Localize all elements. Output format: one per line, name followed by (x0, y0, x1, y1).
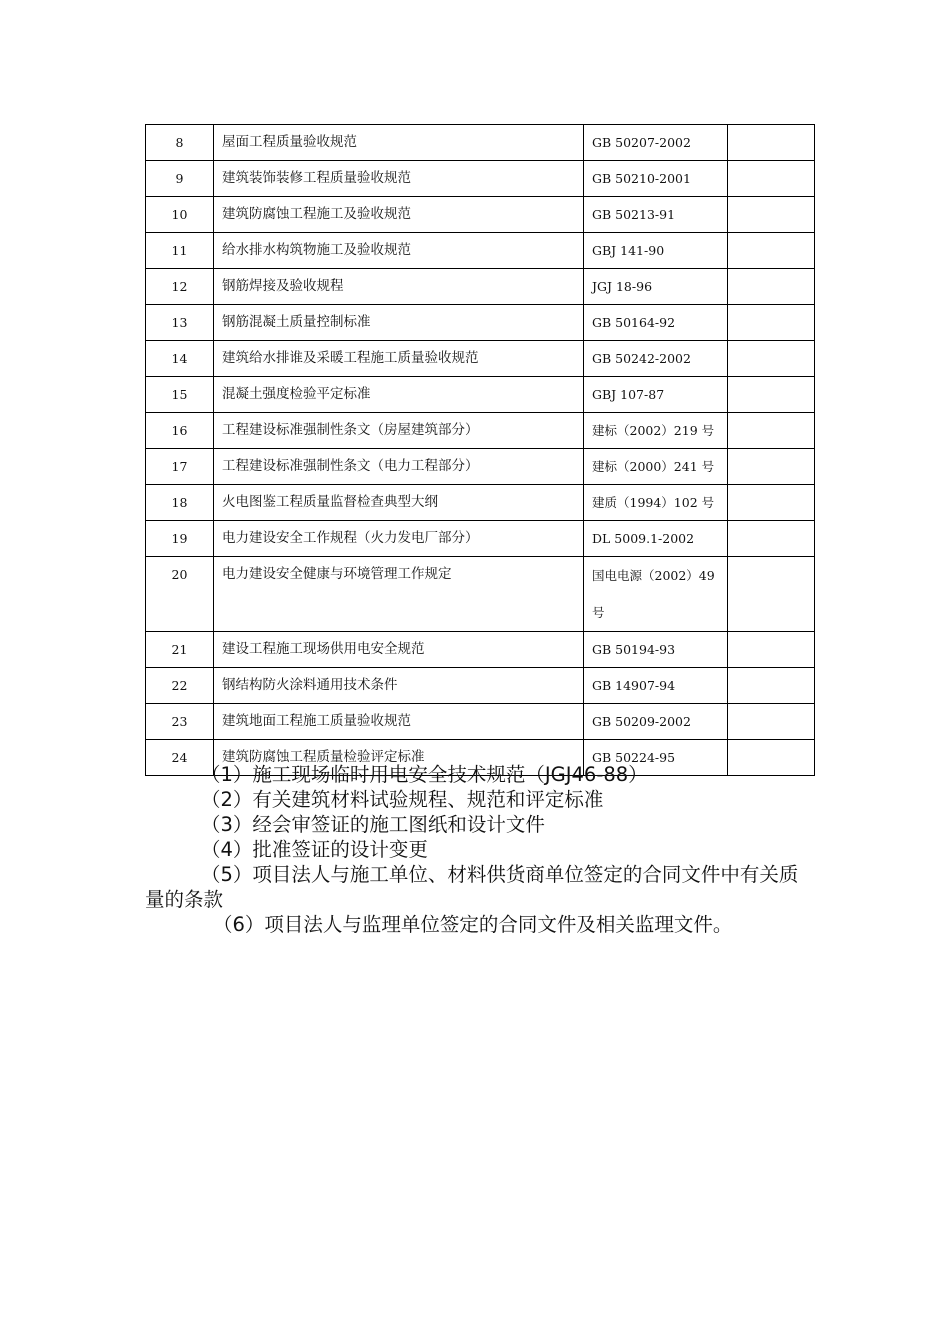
remark-cell (728, 377, 815, 413)
standard-name: 建筑防腐蚀工程施工及验收规范 (214, 197, 584, 233)
table-row (146, 125, 815, 161)
standard-code: GB 50194-93 (584, 632, 728, 668)
standard-name: 建筑给水排谁及采暖工程施工质量验收规范 (214, 341, 584, 377)
remark-cell (728, 668, 815, 704)
standard-code: 建标（2002）219 号 (584, 413, 728, 449)
remark-cell (728, 341, 815, 377)
table-row (146, 377, 815, 413)
row-number: 19 (146, 521, 214, 557)
row-number: 14 (146, 341, 214, 377)
standard-name: 钢结构防火涂料通用技术条件 (214, 668, 584, 704)
table-row (146, 704, 815, 740)
reference-list (145, 762, 815, 937)
remark-cell (728, 233, 815, 269)
remark-cell (728, 413, 815, 449)
standard-code: GB 50224-95 (584, 740, 728, 776)
reference-item: （1）施工现场临时用电安全技术规范（JGJ46-88） (201, 763, 648, 786)
standard-code: GB 50213-91 (584, 197, 728, 233)
table-row (146, 305, 815, 341)
row-number: 8 (146, 125, 214, 161)
table-row (146, 668, 815, 704)
row-number: 18 (146, 485, 214, 521)
table-row (146, 269, 815, 305)
row-number: 12 (146, 269, 214, 305)
standard-code: GB 14907-94 (584, 668, 728, 704)
reference-item: （5）项目法人与施工单位、材料供货商单位签定的合同文件中有关质量的条款 (145, 863, 799, 911)
standard-name: 建筑防腐蚀工程质量检验评定标准 (214, 740, 584, 776)
reference-item: （4）批准签证的设计变更 (201, 838, 428, 861)
standard-name: 钢筋焊接及验收规程 (214, 269, 584, 305)
table-row (146, 485, 815, 521)
remark-cell (728, 704, 815, 740)
standard-name: 混凝土强度检验平定标准 (214, 377, 584, 413)
table-row (146, 449, 815, 485)
row-number: 9 (146, 161, 214, 197)
row-number: 22 (146, 668, 214, 704)
table-row (146, 341, 815, 377)
remark-cell (728, 557, 815, 632)
row-number: 24 (146, 740, 214, 776)
remark-cell (728, 449, 815, 485)
table-row (146, 557, 815, 632)
table-row (146, 161, 815, 197)
table-row (146, 632, 815, 668)
standard-name: 工程建设标准强制性条文（电力工程部分） (214, 449, 584, 485)
row-number: 21 (146, 632, 214, 668)
standard-code: 国电电源（2002）49 号 (584, 557, 728, 632)
standard-name: 钢筋混凝土质量控制标准 (214, 305, 584, 341)
standard-name: 建筑地面工程施工质量验收规范 (214, 704, 584, 740)
standard-code: GB 50207-2002 (584, 125, 728, 161)
standard-name: 建筑装饰装修工程质量验收规范 (214, 161, 584, 197)
standard-code: GBJ 107-87 (584, 377, 728, 413)
row-number: 16 (146, 413, 214, 449)
reference-item: （3）经会审签证的施工图纸和设计文件 (201, 813, 545, 836)
standard-name: 电力建设安全工作规程（火力发电厂部分） (214, 521, 584, 557)
standard-name: 电力建设安全健康与环境管理工作规定 (214, 557, 584, 632)
table-row (146, 521, 815, 557)
standard-code: GB 50210-2001 (584, 161, 728, 197)
standard-code: GBJ 141-90 (584, 233, 728, 269)
row-number: 13 (146, 305, 214, 341)
row-number: 23 (146, 704, 214, 740)
row-number: 17 (146, 449, 214, 485)
remark-cell (728, 632, 815, 668)
standard-code: JGJ 18-96 (584, 269, 728, 305)
standard-code: GB 50242-2002 (584, 341, 728, 377)
standards-table (145, 124, 815, 776)
standard-name: 屋面工程质量验收规范 (214, 125, 584, 161)
remark-cell (728, 305, 815, 341)
standard-name: 火电图鉴工程质量监督检查典型大纲 (214, 485, 584, 521)
standard-code: GB 50209-2002 (584, 704, 728, 740)
remark-cell (728, 485, 815, 521)
standard-name: 给水排水构筑物施工及验收规范 (214, 233, 584, 269)
standard-code: 建标（2000）241 号 (584, 449, 728, 485)
row-number: 15 (146, 377, 214, 413)
table-row (146, 233, 815, 269)
remark-cell (728, 197, 815, 233)
remark-cell (728, 269, 815, 305)
standard-name: 建设工程施工现场供用电安全规范 (214, 632, 584, 668)
reference-item: （2）有关建筑材料试验规程、规范和评定标准 (201, 788, 604, 811)
row-number: 11 (146, 233, 214, 269)
remark-cell (728, 161, 815, 197)
standard-code: GB 50164-92 (584, 305, 728, 341)
remark-cell (728, 125, 815, 161)
standard-name: 工程建设标准强制性条文（房屋建筑部分） (214, 413, 584, 449)
row-number: 10 (146, 197, 214, 233)
standard-code: 建质（1994）102 号 (584, 485, 728, 521)
remark-cell (728, 521, 815, 557)
table-row (146, 197, 815, 233)
reference-item: （6）项目法人与监理单位签定的合同文件及相关监理文件。 (213, 913, 733, 936)
table-row (146, 413, 815, 449)
row-number: 20 (146, 557, 214, 632)
standard-code: DL 5009.1-2002 (584, 521, 728, 557)
